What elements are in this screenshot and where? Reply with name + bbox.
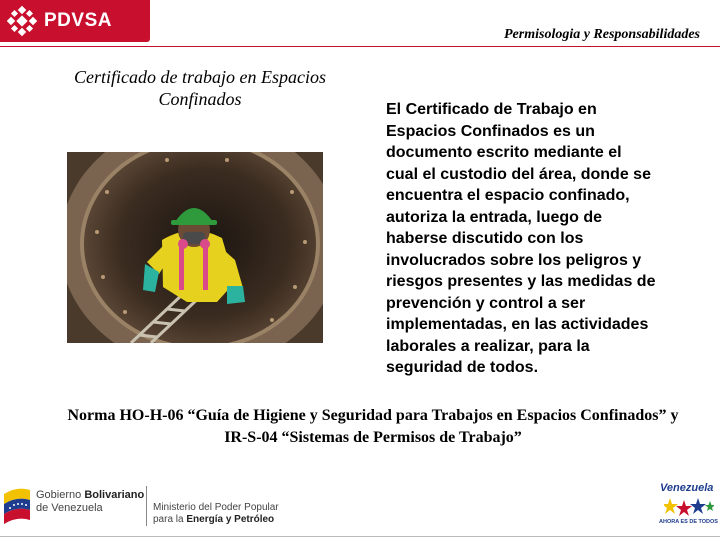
pdvsa-sun-icon: [6, 5, 38, 37]
brand-name: PDVSA: [44, 10, 112, 31]
certificate-description: El Certificado de Trabajo en Espacios Confinados es un documento escrito mediante el cual el custodio del área, donde se encuentra el espacio confinado, autoriza la entrada, luego de haberse discutido con los involucrados sobre los peligros y riesgos presentes y las medidas de prevención y control a ser implementadas, en las actividades laborales a realizar, para la seguridad de todos.: [386, 101, 656, 376]
venezuela-logo-label: Venezuela: [660, 482, 714, 494]
pdvsa-logo: [0, 0, 150, 42]
header-divider: [0, 46, 720, 47]
ministry-line1: Ministerio del Poder Popular: [153, 502, 279, 513]
page-header-title: Permisologia y Responsabilidades: [504, 27, 700, 42]
gob-line1-prefix: Gobierno: [36, 489, 82, 501]
venezuela-logo-subtitle: AHORA ES DE TODOS: [659, 519, 718, 525]
header: [0, 0, 720, 44]
gobierno-bolivariano-label: [36, 489, 144, 515]
photo-illustration: [67, 152, 323, 343]
footer: [0, 478, 720, 540]
worker-in-manhole-photo: [67, 152, 323, 343]
ministry-label: [153, 502, 279, 526]
gob-line1-bold: Bolivariano: [84, 489, 145, 501]
ministry-line2-bold: Energía y Petróleo: [186, 514, 275, 525]
venezuela-flag-icon: [2, 484, 32, 524]
norma-reference: Norma HO-H-06 “Guía de Higiene y Seguridad para Trabajos en Espacios Confinados” y IR-S-04 “Sistemas de Permisos de Trabajo”: [67, 407, 679, 446]
venezuela-ahora-es-de-todos-logo: [656, 482, 720, 532]
footer-line: [0, 536, 720, 537]
footer-divider: [146, 486, 147, 526]
gob-line2: de Venezuela: [36, 502, 103, 514]
venezuela-stars-icon: [664, 496, 714, 518]
ministry-line2-prefix: para la: [153, 514, 184, 525]
section-title: Certificado de trabajo en Espacios Confinados: [74, 67, 326, 109]
